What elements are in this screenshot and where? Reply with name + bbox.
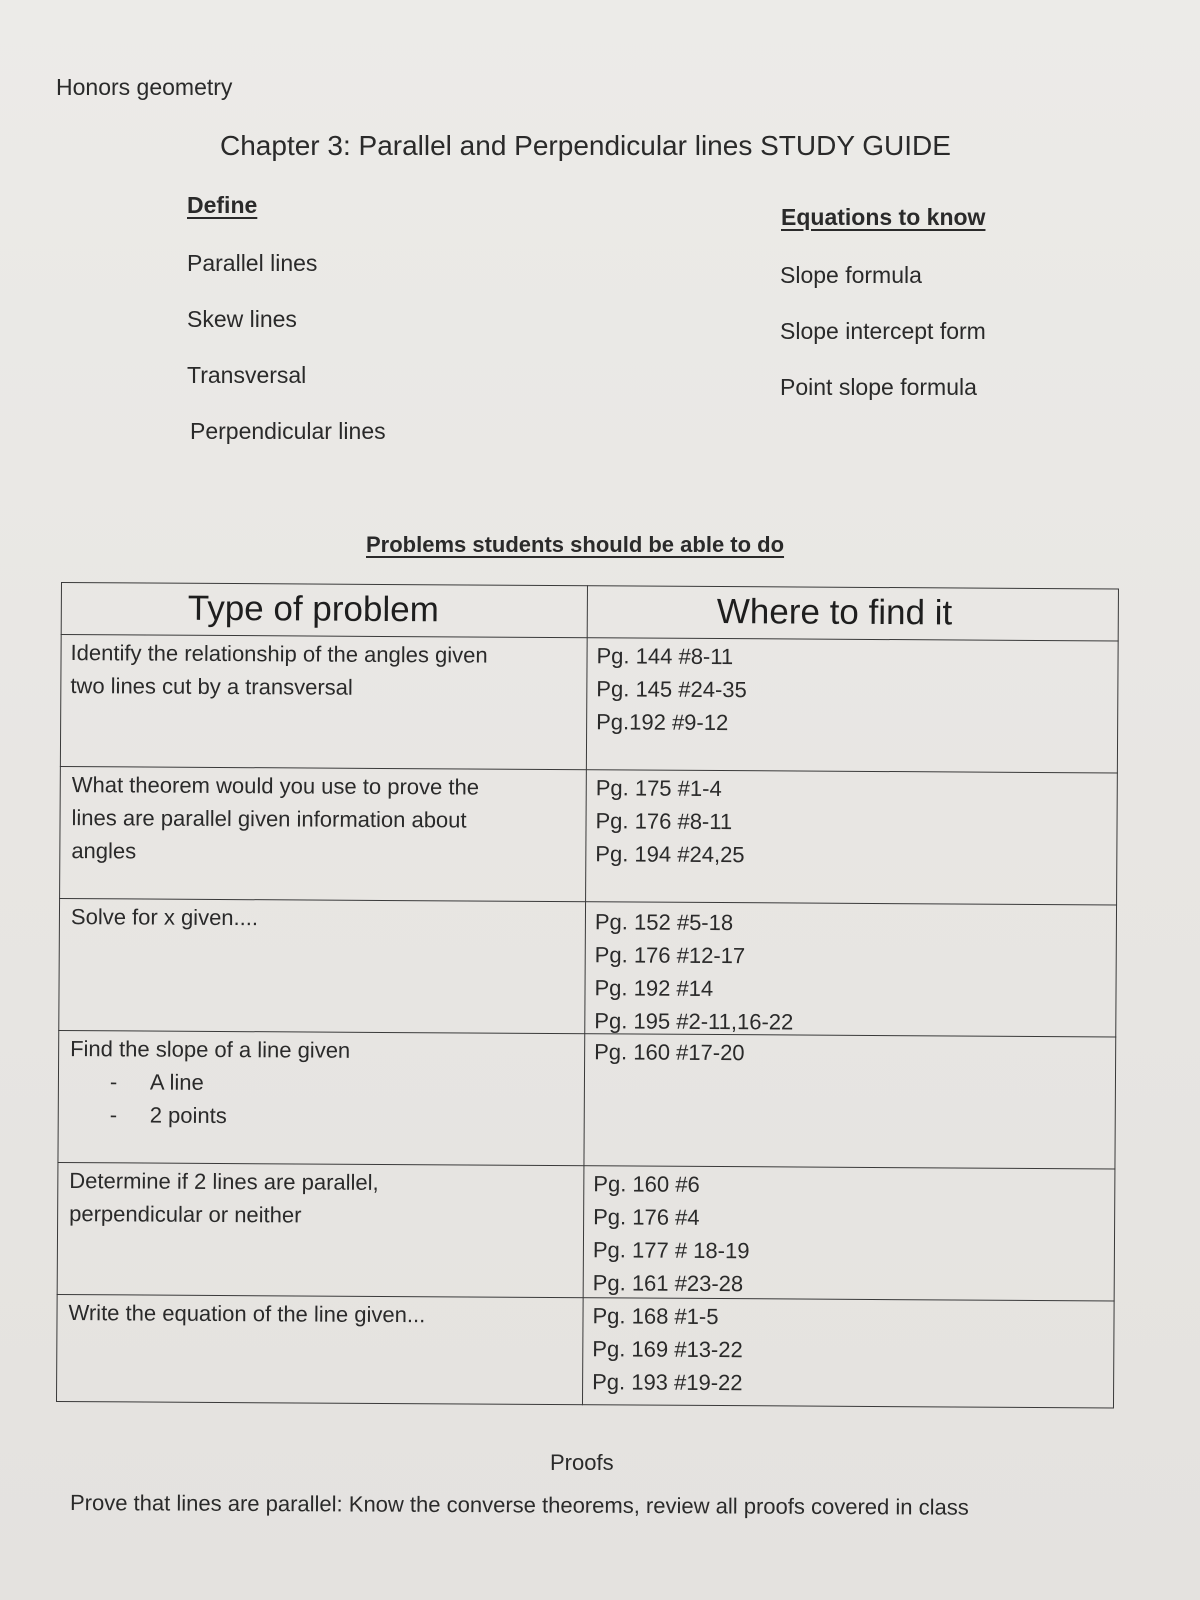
column-header-type: Type of problem <box>187 588 439 630</box>
bullet-text: 2 points <box>149 1102 227 1129</box>
cell-line: Write the equation of the line given... <box>68 1300 426 1328</box>
page-reference: Pg. 176 #12-17 <box>594 942 746 969</box>
equation-item: Point slope formula <box>780 374 977 400</box>
where-cell <box>580 1299 743 1399</box>
class-name: Honors geometry <box>56 74 233 100</box>
cell-line: perpendicular or neither <box>69 1201 302 1228</box>
problem-type-cell <box>70 636 487 705</box>
page-reference: Pg. 194 #24,25 <box>595 841 745 868</box>
define-term: Transversal <box>187 362 307 388</box>
page-reference: Pg. 193 #19-22 <box>592 1369 743 1396</box>
column-header-where: Where to find it <box>716 592 953 633</box>
equation-item: Slope formula <box>780 262 922 288</box>
define-term: Skew lines <box>187 306 297 332</box>
page-reference: Pg. 175 #1-4 <box>595 775 722 802</box>
problem-type-cell <box>70 1032 351 1133</box>
page-reference: Pg. 176 #8-11 <box>595 808 733 835</box>
where-cell <box>581 1167 750 1300</box>
page-reference: Pg. 195 #2-11,16-22 <box>594 1008 794 1035</box>
cell-line: Determine if 2 lines are parallel, <box>69 1168 379 1195</box>
problem-type-cell <box>69 1164 379 1232</box>
define-term: Parallel lines <box>187 250 318 276</box>
where-cell <box>582 1035 745 1069</box>
page-reference: Pg. 192 #14 <box>594 975 714 1001</box>
define-heading: Define <box>187 192 258 218</box>
problems-table <box>56 582 1119 1408</box>
page-reference: Pg. 160 #6 <box>593 1171 700 1197</box>
bullet-text: A line <box>149 1069 204 1095</box>
page-reference: Pg. 152 #5-18 <box>594 909 734 936</box>
cell-line: Identify the relationship of the angles given <box>70 640 488 668</box>
equation-item: Slope intercept form <box>780 318 986 344</box>
define-term: Perpendicular lines <box>190 418 386 444</box>
page-reference: Pg. 177 # 18-19 <box>592 1237 750 1264</box>
bullet-item <box>70 1098 350 1133</box>
where-cell <box>582 905 794 1038</box>
equations-heading: Equations to know <box>781 204 986 230</box>
page-reference: Pg. 145 #24-35 <box>596 676 747 703</box>
dash-bullet: - <box>109 1069 118 1095</box>
page-reference: Pg. 144 #8-11 <box>596 643 734 670</box>
page-title: Chapter 3: Parallel and Perpendicular lines STUDY GUIDE <box>220 130 951 161</box>
problem-type-cell <box>71 900 258 934</box>
page-reference: Pg. 176 #4 <box>593 1204 700 1230</box>
problem-type-cell <box>71 768 479 869</box>
cell-line: Find the slope of a line given <box>70 1036 351 1063</box>
page-reference: Pg. 161 #23-28 <box>592 1270 744 1297</box>
problems-heading: Problems students should be able to do <box>366 532 785 557</box>
page-reference: Pg. 169 #13-22 <box>592 1336 743 1363</box>
cell-line: two lines cut by a transversal <box>70 673 353 700</box>
cell-line: angles <box>71 838 137 864</box>
dash-bullet: - <box>109 1102 118 1128</box>
cell-line: What theorem would you use to prove the <box>71 772 480 800</box>
proofs-heading: Proofs <box>550 1450 614 1475</box>
page-reference: Pg.192 #9-12 <box>596 709 729 736</box>
cell-line: lines are parallel given information about <box>71 805 467 833</box>
cell-line: Solve for x given.... <box>70 904 259 931</box>
problem-type-cell <box>68 1296 425 1331</box>
bullet-item <box>70 1065 350 1100</box>
page-reference: Pg. 168 #1-5 <box>592 1303 719 1330</box>
proofs-text: Prove that lines are parallel: Know the converse theorems, review all proofs covered in class <box>69 1490 969 1520</box>
where-cell <box>583 771 745 871</box>
where-cell <box>584 639 747 739</box>
page-reference: Pg. 160 #17-20 <box>594 1039 745 1066</box>
